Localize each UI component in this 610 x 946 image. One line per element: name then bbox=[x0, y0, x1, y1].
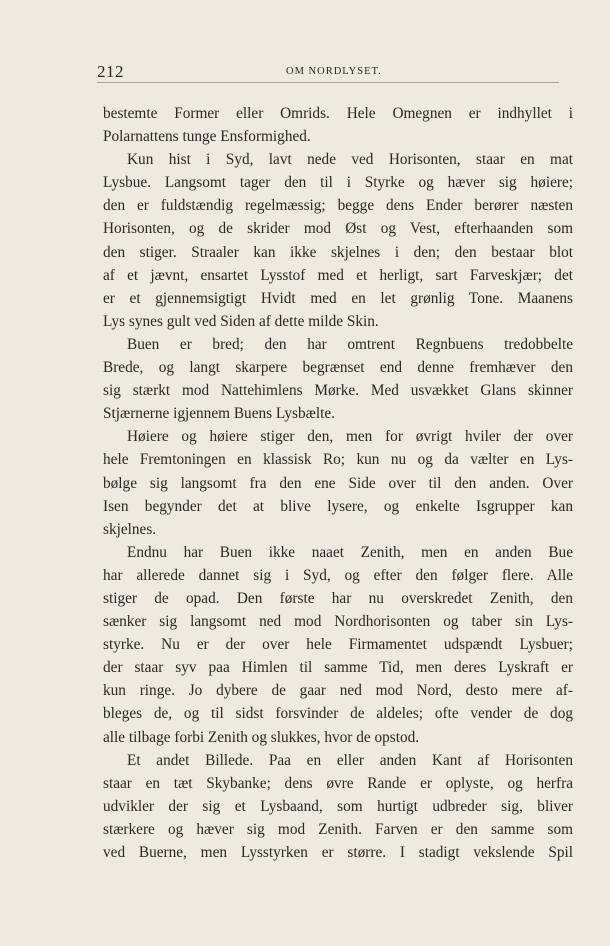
text-line: Buen er bred; den har omtrent Regnbuens tredobbelte bbox=[127, 335, 573, 353]
text-line: Polarnattens tunge Ensformighed. bbox=[103, 128, 311, 146]
running-title: OM NORDLYSET. bbox=[286, 66, 382, 77]
text-line: Kun hist i Syd, lavt nede ved Horisonten, staar en mat bbox=[127, 151, 573, 169]
text-line: den er fuldstændig regelmæssig; begge dens Ender berører næsten bbox=[103, 197, 573, 215]
text-line: kun ringe. Jo dybere de gaar ned mod Nord, desto mere af- bbox=[103, 682, 573, 700]
text-line: Stjærnerne igjennem Buens Lysbælte. bbox=[103, 405, 335, 423]
text-line: Lysbue. Langsomt tager den til i Styrke og hæver sig høiere; bbox=[103, 174, 573, 192]
text-line: sig stærkt mod Nattehimlens Mørke. Med usvækket Glans skinner bbox=[103, 382, 573, 400]
text-line: styrke. Nu er der over hele Firmamentet udspændt Lysbuer; bbox=[103, 636, 573, 654]
text-line: ved Buerne, men Lysstyrken er større. I stadigt vekslende Spil bbox=[103, 844, 573, 861]
text-line: staar en tæt Skybanke; dens øvre Rande er oplyste, og herfra bbox=[103, 774, 573, 792]
text-line: skjelnes. bbox=[103, 520, 157, 538]
text-line: stærkere og hæver sig mod Zenith. Farven er den samme som bbox=[103, 820, 573, 838]
text-line: bleges de, og til sidst forsvinder de aldeles; ofte vender de dog bbox=[103, 705, 573, 723]
text-line: har allerede dannet sig i Syd, og efter den følger flere. Alle bbox=[103, 566, 573, 584]
text-line: Brede, og langt skarpere begrænset end denne fremhæver den bbox=[103, 359, 573, 377]
text-line: Horisonten, og de skrider mod Øst og Vest, efterhaanden som bbox=[103, 220, 573, 238]
header-rule bbox=[97, 82, 559, 83]
text-line: Lys synes gult ved Siden af dette milde Skin. bbox=[103, 312, 379, 330]
text-line: hele Fremtoningen en klassisk Ro; kun nu og da vælter en Lys- bbox=[103, 451, 573, 469]
text-line: er et gjennemsigtigt Hvidt med en let grønlig Tone. Maanens bbox=[103, 289, 573, 307]
text-line: bølge sig langsomt fra den ene Side over til den anden. Over bbox=[103, 474, 573, 492]
text-line: alle tilbage forbi Zenith og slukkes, hvor de opstod. bbox=[103, 728, 420, 746]
text-line: der staar syv paa Himlen til samme Tid, men deres Lyskraft er bbox=[103, 659, 573, 677]
page-number: 212 bbox=[97, 62, 124, 81]
page-header bbox=[97, 62, 559, 84]
text-line: den stiger. Straaler kan ikke skjelnes i den; den bestaar blot bbox=[103, 243, 573, 261]
text-line: Et andet Billede. Paa en eller anden Kant af Horisonten bbox=[127, 751, 573, 769]
text-line: Endnu har Buen ikke naaet Zenith, men en anden Bue bbox=[127, 543, 573, 561]
text-line: sænker sig langsomt ned mod Nordhorisonten og taber sin Lys- bbox=[103, 613, 573, 631]
text-line: Høiere og høiere stiger den, men for øvrigt hviler der over bbox=[127, 428, 573, 446]
body-text bbox=[103, 102, 573, 864]
text-line: bestemte Former eller Omrids. Hele Omegnen er indhyllet i bbox=[103, 105, 573, 122]
text-line: Isen begynder det at blive lysere, og enkelte Isgrupper kan bbox=[103, 497, 573, 515]
text-line: af et jævnt, ensartet Lysstof med et herligt, sart Farveskjær; det bbox=[103, 266, 573, 284]
text-line: udvikler der sig et Lysbaand, som hurtigt udbreder sig, bliver bbox=[103, 797, 573, 815]
text-line: stiger de opad. Den første har nu overskredet Zenith, den bbox=[103, 589, 573, 607]
